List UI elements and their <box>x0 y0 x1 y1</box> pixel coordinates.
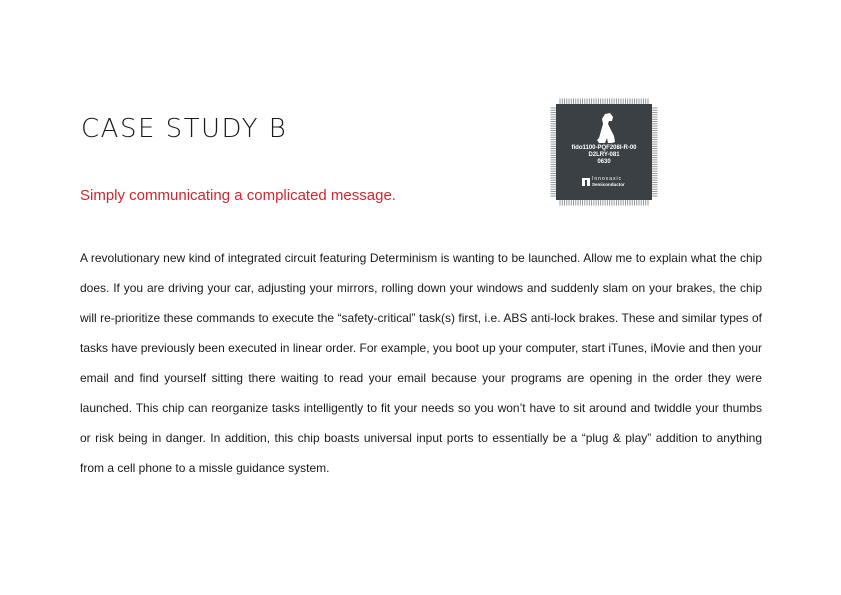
page-subtitle: Simply communicating a complicated message. <box>80 187 396 204</box>
chip-brand-logo <box>582 177 630 187</box>
chip-date-code: 0630 <box>597 159 611 165</box>
page-title: CASE STUDY B <box>81 114 288 144</box>
chip-part-number: fido1100-PQF208I-R-00 <box>571 145 637 151</box>
chip-lot-code: D2LRY-081 <box>588 152 620 158</box>
brand-name: Innovasic <box>592 176 623 182</box>
chip-image <box>550 98 658 206</box>
brand-mark-icon <box>582 178 590 186</box>
brand-subtitle: Semiconductor <box>592 182 625 187</box>
case-study-body: A revolutionary new kind of integrated circuit featuring Determinism is wanting to be launched. Allow me to explain what the chip does. If you are driving your car, adjusting your mirrors, rolling down your windows and suddenly slam on your brakes, the chip will re-prioritize these commands to execute the “safety-critical” task(s) first, i.e. ABS anti-lock brakes. These and similar types of tasks have previously been executed in linear order. For example, you boot up your computer, start iTunes, iMovie and then your email and find yourself sitting there waiting to read your email because your programs are opening in the order they were launched. This chip can reorganize tasks intelligently to fit your needs so you won’t have to sit around and twiddle your thumbs or risk being in danger. In addition, this chip boasts universal input ports to essentially be a “plug & play” addition to anything from a cell phone to a missle guidance system. <box>80 251 762 475</box>
